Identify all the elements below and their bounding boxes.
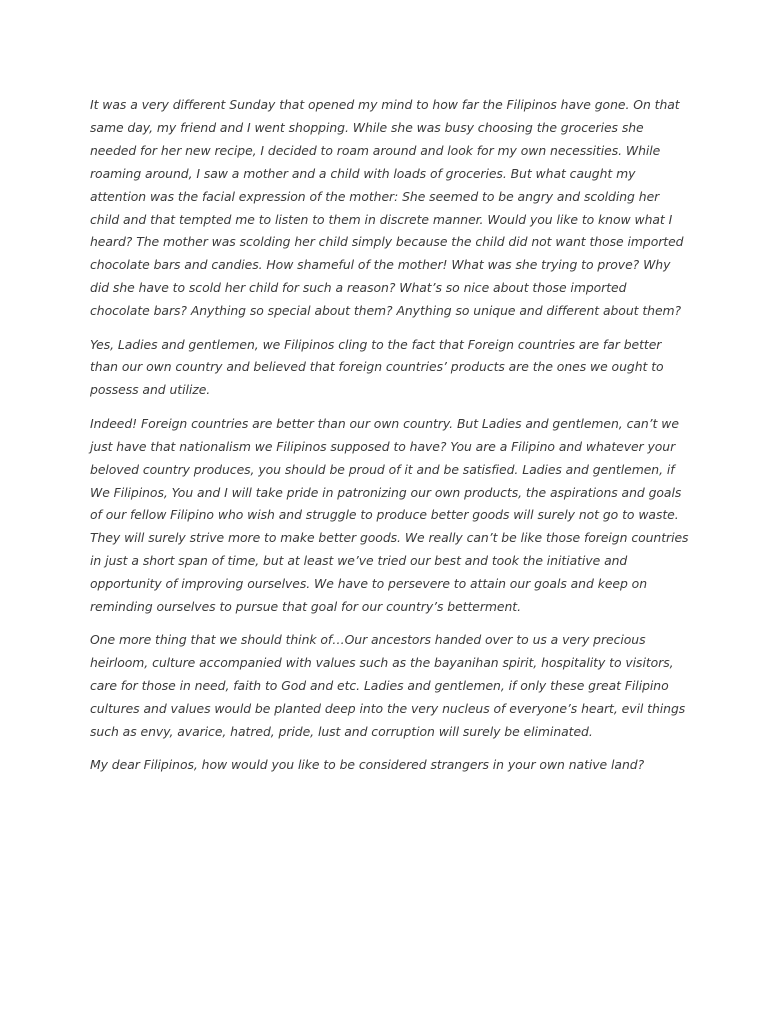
paragraph-1: It was a very different Sunday that opened my mind to how far the Filipinos have gone. On that same day, my friend and I went shopping. While she was busy choosing the groceries she needed for her new recipe, I decided to roam around and look for my own necessities. While roaming around, I saw a mother and a child with loads of groceries. But what caught my attention was the facial expression of the mother: She seemed to be angry and scolding her child and that tempted me to listen to them in discrete manner. Would you like to know what I heard? The mother was scolding her child simply because the child did not want those imported chocolate bars and candies. How shameful of the mother! What was she trying to prove? Why did she have to scold her child for such a reason? What’s so nice about those imported chocolate bars? Anything so special about them? Anything so unique and different about them? [90,97,684,319]
document-body [90,94,690,788]
paragraph-3: Indeed! Foreign countries are better than our own country. But Ladies and gentlemen, can’t we just have that nationalism we Filipinos supposed to have? You are a Filipino and whatever your beloved country produces, you should be proud of it and be satisfied. Ladies and gentlemen, if We Filipinos, You and I will take pride in patronizing our own products, the aspirations and goals of our fellow Filipino who wish and struggle to produce better goods will surely not go to waste. They will surely strive more to make better goods. We really can’t be like those foreign countries in just a short span of time, but at least we’ve tried our best and took the initiative and opportunity of improving ourselves. We have to persevere to attain our goals and keep on reminding ourselves to pursue that goal for our country’s betterment. [90,415,689,615]
paragraph-5: My dear Filipinos, how would you like to be considered strangers in your own native land? [90,757,645,773]
paragraph-2: Yes, Ladies and gentlemen, we Filipinos cling to the fact that Foreign countries are far better than our own country and believed that foreign countries’ products are the ones we ought to possess and utilize. [90,336,664,398]
paragraph-4: One more thing that we should think of…Our ancestors handed over to us a very precious heirloom, culture accompanied with values such as the bayanihan spirit, hospitality to visitors, care for those in need, faith to God and etc. Ladies and gentlemen, if only these great Filipino cultures and values would be planted deep into the very nucleus of everyone’s heart, evil things such as envy, avarice, hatred, pride, lust and corruption will surely be eliminated. [90,632,686,740]
